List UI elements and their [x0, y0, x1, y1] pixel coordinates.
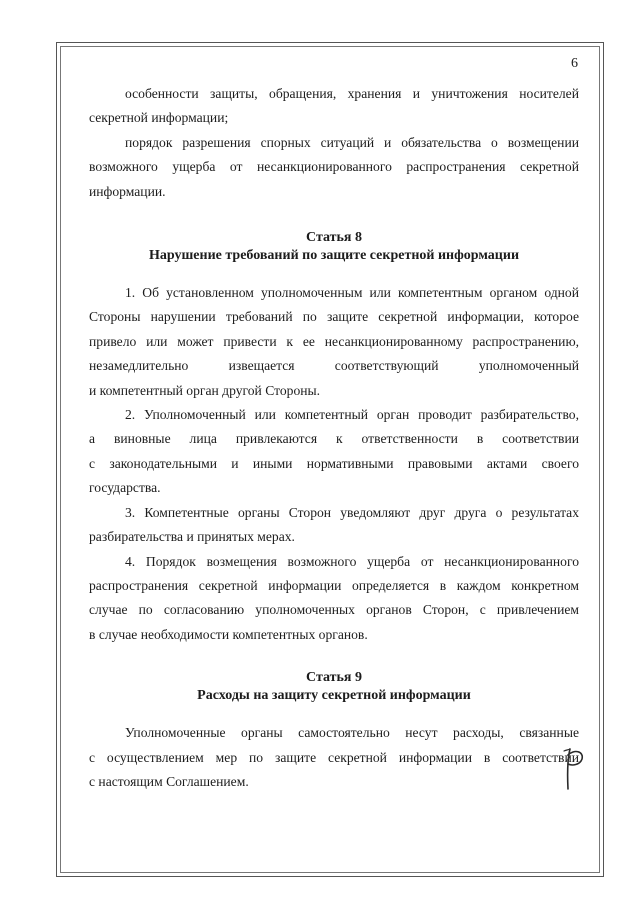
article-number: Статья 8	[306, 230, 362, 246]
paragraph-storage-rules	[89, 82, 579, 131]
article-8-item-2	[89, 403, 579, 501]
article-8-item-4	[89, 550, 579, 648]
text-line: Уполномоченные органы самостоятельно несут расходы, связанные	[125, 725, 579, 741]
text-line: разбирательства и принятых мерах.	[89, 529, 295, 545]
text-line: с осуществлением мер по защите секретной информации в соответствии	[89, 749, 579, 765]
page-number: 6	[571, 56, 578, 71]
text-line: 1. Об установленном уполномоченным или компетентным органом одной	[125, 285, 579, 301]
article-number: Статья 9	[306, 670, 362, 686]
text-line: секретной информации;	[89, 110, 229, 126]
paragraph-dispute-resolution	[89, 131, 579, 204]
text-line: особенности защиты, обращения, хранения и уничтожения носителей	[125, 86, 579, 101]
signature-initials-icon	[558, 745, 588, 791]
text-line: в случае необходимости компетентных органов.	[89, 626, 368, 642]
article-9	[89, 669, 579, 794]
text-line: информации.	[89, 183, 166, 199]
text-line: незамедлительно извещается соответствующий уполномоченный	[89, 358, 579, 374]
article-title: Нарушение требований по защите секретной информации	[148, 247, 520, 263]
document-body	[89, 82, 579, 794]
text-line: с настоящим Соглашением.	[89, 773, 249, 789]
text-line: привело или может привести к ее несанкционированному распространению,	[89, 333, 579, 349]
text-line: 4. Порядок возмещения возможного ущерба от несанкционированного	[125, 553, 579, 569]
text-line: 3. Компетентные органы Сторон уведомляют друг друга о результатах	[125, 504, 579, 520]
text-line: возможного ущерба от несанкционированного распространения секретной	[89, 159, 579, 175]
article-8-item-3	[89, 501, 579, 550]
text-line: Стороны нарушении требований по защите секретной информации, которое	[89, 309, 579, 325]
article-8	[89, 229, 579, 647]
article-9-paragraph	[89, 721, 579, 794]
article-8-item-1	[89, 281, 579, 403]
text-line: и компетентный орган другой Стороны.	[89, 382, 321, 398]
text-line: с законодательными и иными нормативными правовыми актами своего	[89, 455, 579, 471]
article-title: Расходы на защиту секретной информации	[197, 687, 471, 703]
text-line: порядок разрешения спорных ситуаций и обязательства о возмещении	[125, 134, 579, 150]
text-line: 2. Уполномоченный или компетентный орган проводит разбирательство,	[125, 407, 579, 423]
text-line: государства.	[89, 480, 161, 496]
text-line: а виновные лица привлекаются к ответственности в соответствии	[89, 431, 579, 447]
text-line: распространения секретной информации определяется в каждом конкретном	[89, 577, 579, 593]
text-line: случае по согласованию уполномоченных органов Сторон, с привлечением	[89, 602, 579, 618]
